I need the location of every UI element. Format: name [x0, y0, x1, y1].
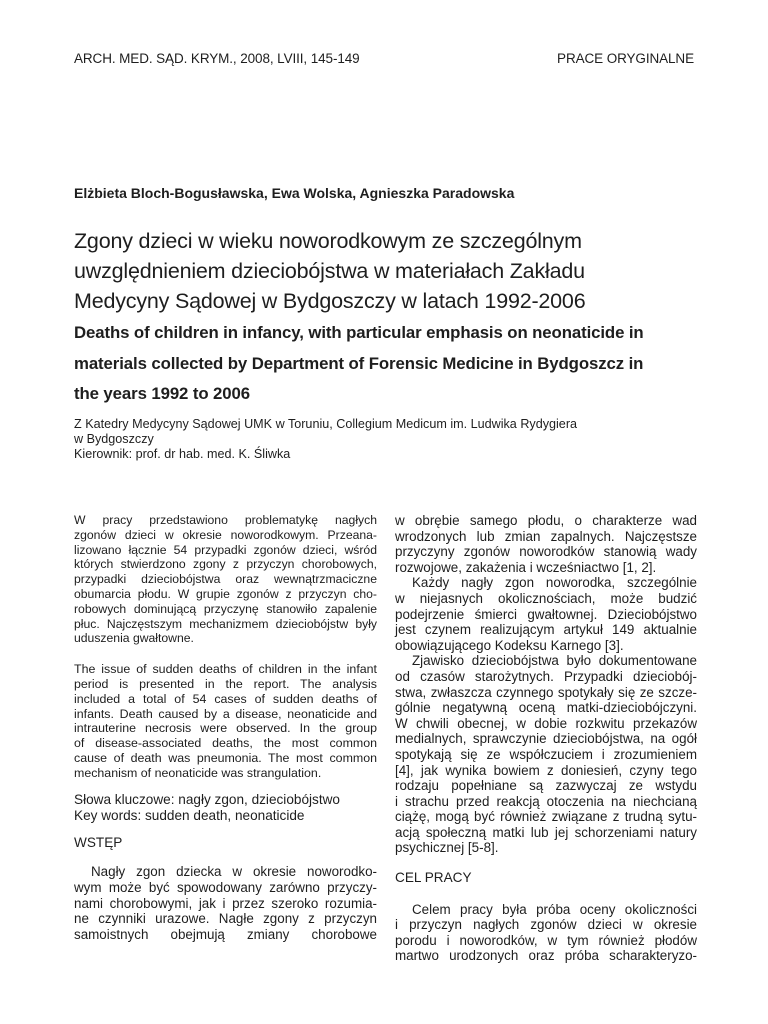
abstract-pl-line: uduszenia gwałtowne. [74, 631, 194, 646]
right-column [395, 513, 697, 964]
intro-line: gólnie negatywną oceną matki-dzieciobójczyni. [395, 700, 697, 716]
abstract-en-line: intrauterine necrosis were observed. In the group [74, 721, 377, 736]
intro-line: od czasów starożytnych. Przypadki dzieciobój- [395, 668, 697, 684]
abstract-pl-line: przypadki dzieciobójstwa oraz wewnątrzmaciczne [74, 572, 377, 587]
intro-line: Każdy nagły zgon noworodka, szczególnie [412, 575, 697, 591]
authors: Elżbieta Bloch-Bogusławska, Ewa Wolska, Agnieszka Paradowska [74, 185, 515, 201]
title-en-line: Deaths of children in infancy, with particular emphasis on neonaticide in [74, 323, 644, 342]
section-heading-aim: CEL PRACY [395, 870, 472, 886]
intro-line: acją społeczną matki lub jej schorzeniami natury [395, 824, 697, 840]
keywords-polish: Słowa kluczowe: nagły zgon, dzieciobójstwo [74, 791, 340, 807]
affiliation-line: w Bydgoszczy [74, 432, 154, 446]
intro-line: ciążę, mogą być również związane z trudną sytu- [395, 809, 697, 825]
title-pl-line: Medycyny Sądowej w Bydgoszczy w latach 1992-2006 [74, 289, 586, 313]
intro-paragraph-2 [395, 575, 697, 653]
aim-paragraph [395, 902, 697, 964]
abstract-english [74, 662, 377, 780]
affiliation [74, 417, 674, 462]
intro-line: wym może być spowodowany zarówno przyczy- [74, 879, 377, 895]
title-pl-line: Zgony dzieci w wieku noworodkowym ze szczególnym [74, 229, 582, 253]
affiliation-line: Kierownik: prof. dr hab. med. K. Śliwka [74, 447, 291, 461]
intro-line: Nagły zgon dziecka w okresie noworodko- [91, 864, 377, 880]
intro-line: podejrzenie śmierci gwałtownej. Dzieciobójstwo [395, 606, 697, 622]
intro-line: Zjawisko dzieciobójstwa było dokumentowane [412, 653, 697, 669]
abstract-en-line: period is presented in the report. The analysis [74, 676, 377, 691]
title-en-line: the years 1992 to 2006 [74, 384, 250, 403]
aim-line: martwo urodzonych oraz próba scharakteryzo- [395, 948, 697, 964]
abstract-pl-line: płuc. Najczęstszym mechanizmem dzieciobójstw były [74, 616, 377, 631]
keywords [74, 792, 377, 824]
abstract-pl-line: W pracy przedstawiono problematykę nagłych [74, 513, 377, 527]
intro-line: rodzaju popełniane są zazwyczaj ze wstydu [395, 778, 697, 794]
intro-line: obowiązującego Kodeksu Karnego [3]. [395, 637, 624, 653]
abstract-en-line: The issue of sudden deaths of children in the infant [74, 662, 377, 677]
aim-line: Celem pracy była próba oceny okoliczności [412, 901, 697, 917]
left-column [74, 513, 377, 942]
intro-line: przyczyny zgonów noworodków stanowią wady [395, 544, 697, 560]
intro-line: rozwojowe, zakażenia i wcześniactwo [1, 2]. [395, 559, 657, 575]
abstract-pl-line: których stwierdzono zgony z przyczyn chorobowych, [74, 557, 377, 572]
intro-line: samoistnych obejmują zmiany chorobowe [74, 926, 377, 942]
intro-line: wrodzonych lub zmian zapalnych. Najczęstsze [395, 528, 697, 544]
intro-line: W chwili obecnej, w dobie rozkwitu przekazów [395, 715, 697, 731]
abstract-pl-line: robowych dominującą przyczynę stanowiło zapalenie [74, 601, 377, 616]
intro-line: [4], jak wynika bowiem z doniesień, czyny tego [395, 762, 697, 778]
abstract-en-line: mechanism of neonaticide was strangulation. [74, 765, 322, 780]
intro-line: ne czynniki urazowe. Nagłe zgony z przyczyn [74, 911, 377, 927]
title-en-line: materials collected by Department of Forensic Medicine in Bydgoszcz in [74, 353, 644, 373]
abstract-polish [74, 513, 377, 646]
title-polish [74, 226, 714, 316]
intro-line: spotykają się ze współczuciem i zrozumieniem [395, 746, 697, 762]
keywords-english: Key words: sudden death, neonaticide [74, 807, 305, 823]
journal-reference: ARCH. MED. SĄD. KRYM., 2008, LVIII, 145-149 [74, 51, 360, 66]
intro-line: psychicznej [5-8]. [395, 840, 499, 856]
abstract-pl-line: obumarcia płodu. W grupie zgonów z przyczyn cho- [74, 586, 377, 601]
aim-line: porodu i noworodków, w tym również płodów [395, 932, 697, 948]
abstract-pl-line: lizowano łącznie 54 przypadki zgonów dzieci, wśród [74, 542, 377, 557]
intro-line: nami chorobowymi, jak i przez szeroko rozumia- [74, 895, 377, 911]
affiliation-line: Z Katedry Medycyny Sądowej UMK w Toruniu, Collegium Medicum im. Ludwika Rydygiera [74, 417, 578, 431]
intro-line: i strachu przed reakcją otoczenia na niechcianą [395, 793, 697, 809]
aim-line: i przyczyn nagłych zgonów dzieci w okresie [395, 917, 697, 933]
intro-line: jest czynem realizującym artykuł 149 aktualnie [395, 622, 697, 638]
abstract-en-line: cause of death was pneumonia. The most common [74, 750, 377, 765]
intro-paragraph-cont [395, 513, 697, 575]
abstract-pl-line: zgonów dzieci w okresie noworodkowym. Przeana- [74, 527, 377, 542]
abstract-en-line: included a total of 54 cases of sudden deaths of [74, 691, 377, 706]
intro-line: stwa, zwłaszcza czynnego spotykały się ze szcze- [395, 684, 697, 700]
section-heading-intro: WSTĘP [74, 834, 123, 850]
intro-paragraph-3 [395, 653, 697, 856]
abstract-en-line: infants. Death caused by a disease, neonaticide and [74, 706, 377, 721]
intro-line: w obrębie samego płodu, o charakterze wad [395, 513, 697, 528]
abstract-en-line: of disease-associated deaths, the most common [74, 736, 377, 751]
intro-paragraph [74, 864, 377, 942]
section-label: PRACE ORYGINALNE [557, 51, 694, 66]
title-english [74, 318, 714, 410]
intro-line: w niejasnych okolicznościach, może budzić [395, 590, 697, 606]
intro-line: medialnych, sprawczynie dzieciobójstwa, na ogół [395, 731, 697, 747]
title-pl-line: uwzględnieniem dzieciobójstwa w materiałach Zakładu [74, 259, 585, 283]
